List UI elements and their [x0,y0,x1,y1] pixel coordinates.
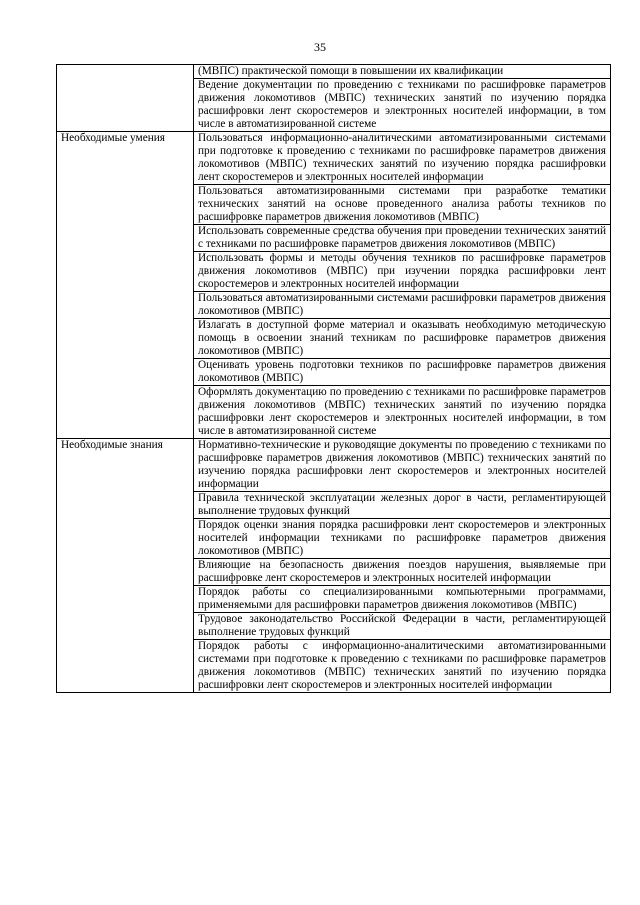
table-cell: Нормативно-технические и руководящие документы по проведению с техниками по расшифровке параметров движения локомотивов (МВПС) технических занятий по изучению порядка расшифровки лент скоростемеров и электронных носителей информации [194,439,611,492]
table-cell: Порядок работы с информационно-аналитическими автоматизированными системами при подготовке к проведению с техниками по расшифровке параметров движения локомотивов (МВПС) технических занятий по изучению порядка расшифровки лент скоростемеров и электронных носителей информации [194,640,611,693]
page-number: 35 [314,40,326,54]
table-cell: Порядок оценки знания порядка расшифровки лент скоростемеров и электронных носителей информации техниками по расшифровке параметров движения локомотивов (МВПС) [194,519,611,559]
table-cell: Оформлять документацию по проведению с техниками по расшифровке параметров движения локомотивов (МВПС) технических занятий по изучению порядка расшифровки лент скоростемеров и электронных носителей информации, в том числе в автоматизированной системе [194,386,611,439]
knowledge-label: Необходимые знания [57,439,194,693]
table-cell: Пользоваться автоматизированными системами расшифровки параметров движения локомотивов (МВПС) [194,292,611,319]
table-row [57,439,611,492]
table-cell: Использовать формы и методы обучения техников по расшифровке параметров движения локомотивов (МВПС) при изучении порядка расшифровки лент скоростемеров и электронных носителей информации [194,252,611,292]
table-cell: Пользоваться информационно-аналитическими автоматизированными системами при подготовке к проведению с техниками по расшифровке параметров движения локомотивов (МВПС) технических занятий по изучению порядка расшифровки лент скоростемеров и электронных носителей информации [194,132,611,185]
table-cell: Ведение документации по проведению с техниками по расшифровке параметров движения локомотивов (МВПС) технических занятий по изучению порядка расшифровки лент скоростемеров и электронных носителей информации, в том числе в автоматизированной системе [194,79,611,132]
requirements-table [56,64,611,693]
table-cell: Пользоваться автоматизированными системами при разработке тематики технических занятий на основе проведенного анализа работы техников по расшифровке параметров движения локомотивов (МВПС) [194,185,611,225]
table-cell: Трудовое законодательство Российской Федерации в части, регламентирующей выполнение трудовых функций [194,613,611,640]
empty-label-cell [57,65,194,132]
table-cell: Использовать современные средства обучения при проведении технических занятий с техниками по расшифровке параметров движения локомотивов (МВПС) [194,225,611,252]
table-cell: Правила технической эксплуатации железных дорог в части, регламентирующей выполнение трудовых функций [194,492,611,519]
table-cell: Порядок работы со специализированными компьютерными программами, применяемыми для расшифровки параметров движения локомотивов (МВПС) [194,586,611,613]
table-cell: (МВПС) практической помощи в повышении их квалификации [194,65,611,79]
table-cell: Оценивать уровень подготовки техников по расшифровке параметров движения локомотивов (МВПС) [194,359,611,386]
table-row [57,132,611,185]
table-cell: Излагать в доступной форме материал и оказывать необходимую методическую помощь в освоении знаний техникам по расшифровке параметров движения локомотивов (МВПС) [194,319,611,359]
skills-label: Необходимые умения [57,132,194,439]
table-cell: Влияющие на безопасность движения поездов нарушения, выявляемые при расшифровке лент скоростемеров и электронных носителей информации [194,559,611,586]
table-row [57,65,611,79]
